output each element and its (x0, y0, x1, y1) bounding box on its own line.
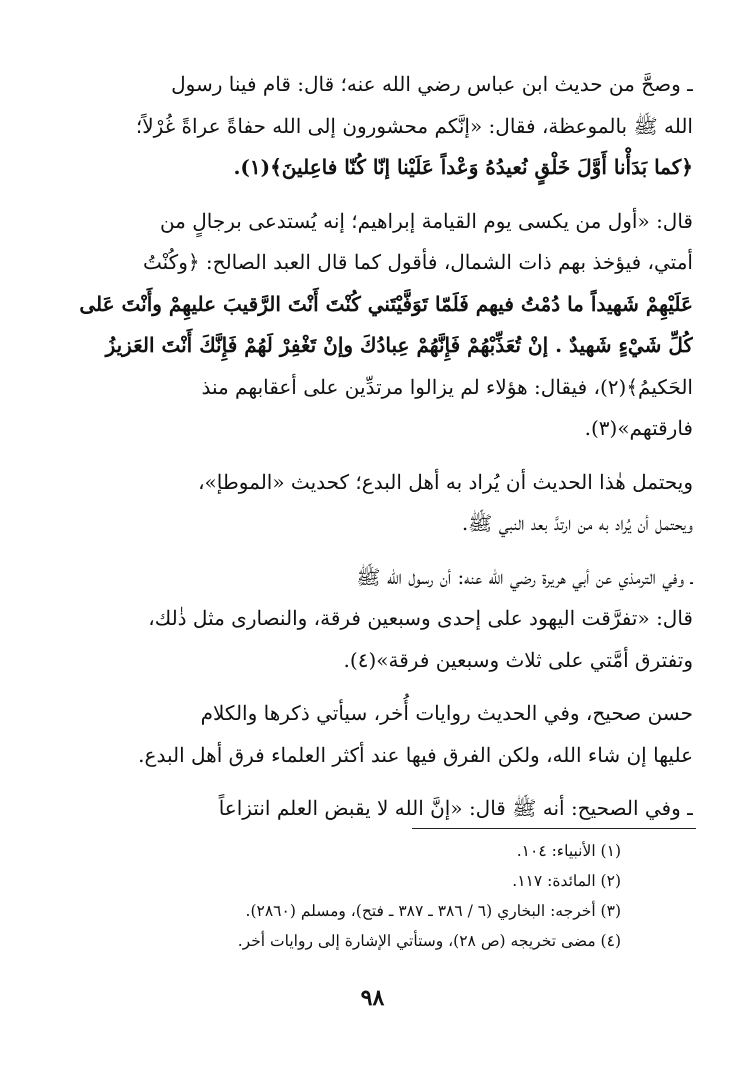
text-line: وتفترق أمَّتي على ثلاث وسبعين فرقة»(٤). (343, 647, 693, 672)
text-line: حسن صحيح، وفي الحديث روايات أُخر، سيأتي ذكرها والكلام (200, 701, 693, 725)
paragraph-ibn-abbas (76, 64, 693, 189)
footnote-separator (412, 828, 696, 829)
text-line: الله ﷺ بالموعظة، فقال: «إنَّكم محشورون إلى الله حفاةً عراةً غُرْلاً؛ (135, 113, 693, 138)
footnote-2: (٢) المائدة: ١١٧. (512, 872, 621, 890)
text-line: ـ وفي الترمذي عن أبي هريرة رضي الله عنه: أن رسول الله ﷺ (356, 564, 693, 589)
footnote-1: (١) الأنبياء: ١٠٤. (516, 842, 621, 860)
footnotes (180, 836, 621, 956)
paragraph-interpretation (76, 462, 693, 545)
footnote-4: (٤) مضى تخريجه (ص ٢٨)، وستأتي الإشارة إلى روايات أخر. (237, 932, 621, 950)
quran-verse-line: كُلِّ شَيْءٍ شَهيدٌ . إنْ تُعَذِّبْهُمْ فَإِنَّهُمْ عِبادُكَ وإنْ تَغْفِرْ لَهُمْ فَإِنَّكَ أَنْتَ العَزيزُ (105, 333, 693, 357)
text-line: ويحتمل أن يُراد به من ارتدَّ بعد النبي ﷺ. (461, 511, 693, 535)
quran-verse-line: عَلَيْهِمْ شَهيداً ما دُمْتُ فيهم فَلَمّا تَوَفَّيْتَني كُنْتَ أَنْتَ الرَّقيبَ عليهِمْ وأَنْتَ عَلى (79, 291, 693, 316)
text-line: ـ وفي الصحيح: أنه ﷺ قال: «إنَّ الله لا يقبض العلم انتزاعاً (218, 796, 693, 820)
paragraph-sahih (76, 788, 693, 830)
text-line: فارقتهم»(٣). (584, 416, 693, 440)
text-line: قال: «تفرَّقت اليهود على إحدى وسبعين فرقة، والنصارى مثل ذٰلك، (148, 606, 693, 630)
quran-verse-line: ﴿كما بَدَأْنا أَوَّلَ خَلْقٍ نُعيدُهُ وَعْداً عَلَيْنا إنّا كُنّا فاعِلينَ﴾(١). (233, 155, 693, 179)
text-line: ـ وصحَّ من حديث ابن عباس رضي الله عنه؛ قال: قام فينا رسول (171, 72, 693, 96)
text-line: عليها إن شاء الله، ولكن الفرق فيها عند أكثر العلماء فرق أهل البدع. (138, 742, 693, 767)
text-line: قال: «أول من يكسى يوم القيامة إبراهيم؛ إنه يُستدعى برجالٍ من (159, 208, 693, 233)
paragraph-hasan-sahih (76, 693, 693, 776)
paragraph-tirmidhi (76, 557, 693, 682)
text-line: أمتي، فيؤخذ بهم ذات الشمال، فأقول كما قال العبد الصالح: ﴿وكُنْتُ (143, 250, 693, 274)
page-number: ٩٨ (360, 985, 385, 1011)
paragraph-ibrahim (76, 201, 693, 450)
text-line: ويحتمل هٰذا الحديث أن يُراد به أهل البدع؛ كحديث «الموطإ»، (198, 469, 693, 494)
main-text (76, 64, 693, 842)
text-line: الحَكيمُ﴾(٢)، فيقال: هؤلاء لم يزالوا مرتدِّين على أعقابهم منذ (201, 374, 693, 399)
footnote-3: (٣) أخرجه: البخاري (٦ / ٣٨٦ ـ ٣٨٧ ـ فتح)، ومسلم (٢٨٦٠). (245, 902, 621, 920)
